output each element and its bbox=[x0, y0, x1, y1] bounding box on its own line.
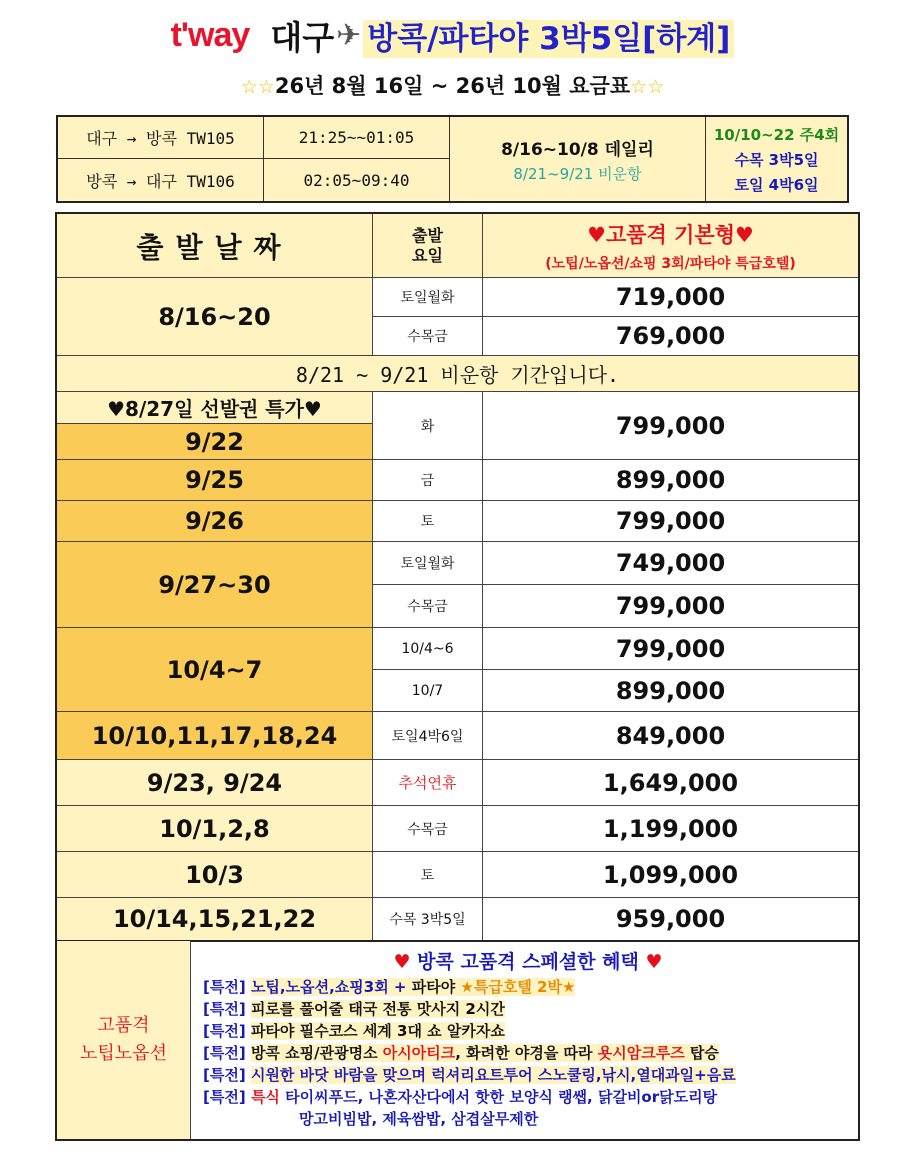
price: 749,000 bbox=[483, 542, 858, 585]
benefit-text: 탑승 bbox=[684, 1044, 719, 1062]
column-header-price bbox=[483, 214, 858, 278]
weekly-schedule-title: 10/10~22 주4회 bbox=[713, 125, 840, 144]
benefit-tag: [특전] bbox=[203, 978, 246, 996]
departure-day: 10/4~6 bbox=[373, 628, 483, 670]
departure-day: 10/7 bbox=[373, 670, 483, 712]
tway-logo: t'way bbox=[170, 16, 250, 54]
departure-date: 9/26 bbox=[57, 501, 373, 542]
departure-date: 9/23, 9/24 bbox=[57, 760, 373, 806]
column-header-day: 출발 요일 bbox=[373, 214, 483, 278]
benefit-text: 아시아티크 bbox=[382, 1044, 456, 1062]
inbound-time: 02:05~09:40 bbox=[264, 159, 450, 201]
benefit-item bbox=[203, 1064, 853, 1086]
benefits-section bbox=[55, 941, 860, 1141]
departure-date: 10/10,11,17,18,24 bbox=[57, 712, 373, 760]
departure-day: 토일4박6일 bbox=[373, 712, 483, 760]
title-origin: 대구 bbox=[270, 18, 335, 57]
departure-day: 수목금 bbox=[373, 585, 483, 628]
benefit-tag: [특전] bbox=[203, 1000, 246, 1018]
departure-day: 수목 3박5일 bbox=[373, 898, 483, 940]
benefit-text: 시원한 바닷 바람을 맞으며 럭셔리요트투어 스노쿨링,낚시,열대과일+음료 bbox=[250, 1066, 736, 1084]
benefits-list bbox=[203, 947, 853, 1130]
departure-date: 9/22 bbox=[57, 424, 373, 460]
departure-day: 토일월화 bbox=[373, 278, 483, 317]
fare-table bbox=[55, 212, 860, 942]
departure-date: 10/4~7 bbox=[57, 628, 373, 712]
price: 719,000 bbox=[483, 278, 858, 317]
benefits-title bbox=[203, 947, 853, 974]
departure-date: 8/16~20 bbox=[57, 278, 373, 356]
page-title bbox=[0, 12, 905, 68]
benefit-tag: [특전] bbox=[203, 1088, 246, 1106]
departure-day: 토일월화 bbox=[373, 542, 483, 585]
benefits-label-line: 노팁노옵션 bbox=[80, 1043, 167, 1064]
benefit-text: 특식 bbox=[250, 1088, 280, 1106]
benefit-item bbox=[203, 998, 853, 1020]
departure-day: 화 bbox=[373, 392, 483, 460]
price: 1,099,000 bbox=[483, 852, 858, 898]
heart-icon: ♥ bbox=[393, 951, 411, 973]
flight-schedule-box bbox=[56, 115, 849, 203]
price: 799,000 bbox=[483, 585, 858, 628]
price: 769,000 bbox=[483, 317, 858, 356]
outbound-route: 대구 → 방콕 TW105 bbox=[58, 117, 264, 159]
price: 1,649,000 bbox=[483, 760, 858, 806]
benefits-label bbox=[57, 941, 191, 1139]
benefit-text: 욧시암크루즈 bbox=[597, 1044, 685, 1062]
price: 799,000 bbox=[483, 628, 858, 670]
fare-period-subtitle bbox=[0, 70, 905, 100]
early-booking-special-note: ♥8/27일 선발권 특가♥ bbox=[57, 392, 373, 424]
departure-day: 수목금 bbox=[373, 806, 483, 852]
benefit-item bbox=[203, 1086, 853, 1108]
price: 799,000 bbox=[483, 501, 858, 542]
price: 849,000 bbox=[483, 712, 858, 760]
benefits-title-text: 방콕 고품격 스페셜한 혜택 bbox=[417, 951, 639, 973]
departure-day: 수목금 bbox=[373, 317, 483, 356]
departure-date: 10/1,2,8 bbox=[57, 806, 373, 852]
daily-schedule bbox=[450, 117, 706, 201]
price-package-title: ♥고품격 기본형♥ bbox=[587, 222, 754, 247]
column-header-date: 출발날짜 bbox=[57, 214, 373, 278]
price: 899,000 bbox=[483, 460, 858, 501]
weekly-schedule bbox=[706, 117, 847, 201]
subtitle-text: 26년 8월 16일 ~ 26년 10월 요금표 bbox=[274, 74, 631, 98]
title-destination: 방콕/파타야 3박5일[하계] bbox=[363, 20, 734, 58]
weekly-schedule-line: 토일 4박6일 bbox=[734, 175, 819, 194]
departure-date: 10/14,15,21,22 bbox=[57, 898, 373, 940]
inbound-route: 방콕 → 대구 TW106 bbox=[58, 159, 264, 201]
benefits-label-line: 고품격 bbox=[97, 1015, 150, 1036]
heart-icon: ♥ bbox=[645, 951, 663, 973]
benefit-text: 파타야 필수코스 세계 3대 쇼 알카자쇼 bbox=[250, 1022, 505, 1040]
benefit-text: ★특급호텔 2박★ bbox=[460, 978, 576, 996]
benefit-tag: [특전] bbox=[203, 1066, 246, 1084]
departure-date: 9/25 bbox=[57, 460, 373, 501]
benefit-text: 방콕 쇼핑/관광명소 bbox=[250, 1044, 383, 1062]
benefit-text: 파타야 bbox=[411, 978, 461, 996]
departure-date: 10/3 bbox=[57, 852, 373, 898]
price-package-subtitle: (노팁/노옵션/쇼핑 3회/파타야 특급호텔) bbox=[545, 255, 796, 272]
departure-day: 토 bbox=[373, 501, 483, 542]
suspension-period: 8/21~9/21 비운항 bbox=[513, 164, 642, 183]
benefit-item bbox=[203, 1042, 853, 1064]
outbound-time: 21:25~~01:05 bbox=[264, 117, 450, 159]
departure-day: 토 bbox=[373, 852, 483, 898]
weekly-schedule-line: 수목 3박5일 bbox=[734, 150, 819, 169]
benefit-text: , 화려한 야경을 따라 bbox=[455, 1044, 598, 1062]
benefit-item bbox=[203, 976, 853, 998]
departure-day: 추석연휴 bbox=[373, 760, 483, 806]
benefit-text: 노팁,노옵션,쇼핑3회 + bbox=[250, 978, 412, 996]
benefit-item bbox=[203, 1108, 853, 1130]
star-icon: ☆☆ bbox=[240, 76, 275, 98]
departure-date: 9/27~30 bbox=[57, 542, 373, 628]
price: 959,000 bbox=[483, 898, 858, 940]
price: 1,199,000 bbox=[483, 806, 858, 852]
benefit-tag: [특전] bbox=[203, 1022, 246, 1040]
benefit-item bbox=[203, 1020, 853, 1042]
benefit-text: 피로를 풀어줄 태국 전통 맛사지 2시간 bbox=[250, 1000, 505, 1018]
benefit-text: 타이씨푸드, 나혼자산다에서 핫한 보양식 랭쌥, 닭갈비or닭도리탕 bbox=[279, 1088, 718, 1106]
star-icon: ☆☆ bbox=[630, 76, 665, 98]
price: 899,000 bbox=[483, 670, 858, 712]
benefit-text: 망고비빔밥, 제육쌈밥, 삼겹살무제한 bbox=[299, 1110, 539, 1128]
price: 799,000 bbox=[483, 392, 858, 460]
suspension-notice: 8/21 ~ 9/21 비운항 기간입니다. bbox=[57, 356, 858, 392]
departure-day: 금 bbox=[373, 460, 483, 501]
airplane-icon: ✈ bbox=[336, 18, 362, 53]
daily-schedule-main: 8/16~10/8 데일리 bbox=[501, 139, 654, 160]
benefit-tag: [특전] bbox=[203, 1044, 246, 1062]
